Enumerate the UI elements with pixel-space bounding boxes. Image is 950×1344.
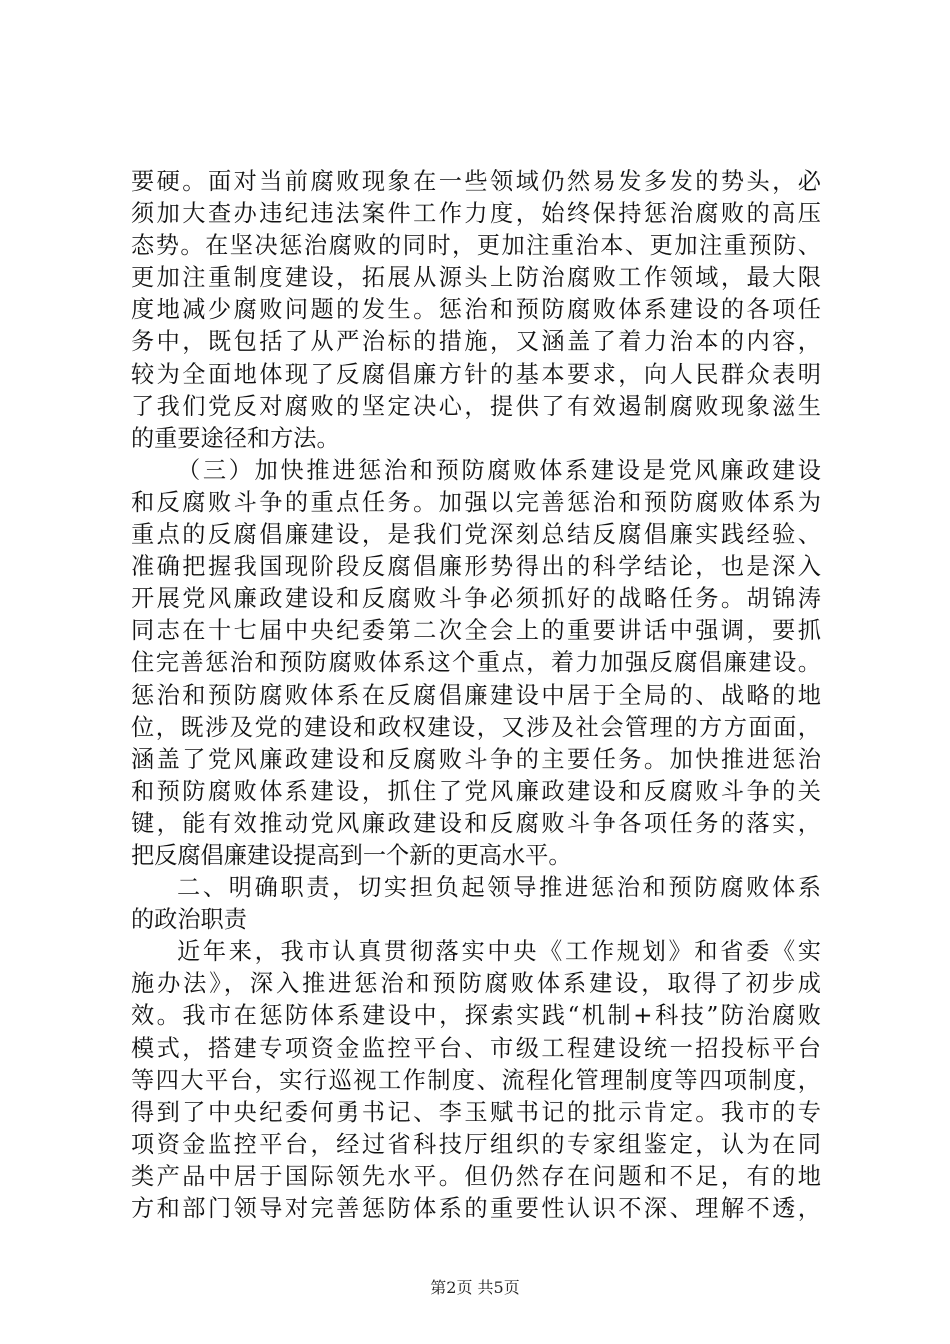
text-line: 住完善惩治和预防腐败体系这个重点，着力加强反腐倡廉建设。 xyxy=(131,649,821,677)
text-line: 惩治和预防腐败体系在反腐倡廉建设中居于全局的、战略的地 xyxy=(131,681,821,709)
text-line: 模式，搭建专项资金监控平台、市级工程建设统一招投标平台 xyxy=(131,1034,821,1062)
text-line: 效。我市在惩防体系建设中，探索实践“机制+科技”防治腐败 xyxy=(131,1002,821,1030)
text-line: 项资金监控平台，经过省科技厅组织的专家组鉴定，认为在同 xyxy=(131,1130,821,1158)
text-line: 重点的反腐倡廉建设，是我们党深刻总结反腐倡廉实践经验、 xyxy=(131,521,821,549)
text-line: （三）加快推进惩治和预防腐败体系建设是党风廉政建设 xyxy=(177,456,821,484)
text-line: 须加大查办违纪违法案件工作力度，始终保持惩治腐败的高压 xyxy=(131,200,821,228)
text-line: 键，能有效推动党风廉政建设和反腐败斗争各项任务的落实， xyxy=(131,809,821,837)
text-line: 得到了中央纪委何勇书记、李玉赋书记的批示肯定。我市的专 xyxy=(131,1098,821,1126)
text-line: 的政治职责 xyxy=(131,906,247,934)
text-line: 态势。在坚决惩治腐败的同时，更加注重治本、更加注重预防、 xyxy=(131,232,821,260)
text-line: 涵盖了党风廉政建设和反腐败斗争的主要任务。加快推进惩治 xyxy=(131,745,821,773)
text-line: 要硬。面对当前腐败现象在一些领域仍然易发多发的势头，必 xyxy=(131,168,821,195)
text-line: 的重要途径和方法。 xyxy=(131,424,340,452)
text-line: 和预防腐败体系建设，抓住了党风廉政建设和反腐败斗争的关 xyxy=(131,777,821,805)
text-line: 开展党风廉政建设和反腐败斗争必须抓好的战略任务。胡锦涛 xyxy=(131,585,821,613)
text-line: 等四大平台，实行巡视工作制度、流程化管理制度等四项制度， xyxy=(131,1066,821,1094)
page-footer: 第2页 共5页 xyxy=(430,1278,520,1297)
text-line: 务中，既包括了从严治标的措施，又涵盖了着力治本的内容， xyxy=(131,328,821,356)
text-line: 位，既涉及党的建设和政权建设，又涉及社会管理的方方面面， xyxy=(131,713,821,741)
text-line: 把反腐倡廉建设提高到一个新的更高水平。 xyxy=(131,841,572,869)
text-line: 更加注重制度建设，拓展从源头上防治腐败工作领域，最大限 xyxy=(131,264,821,292)
text-line: 二、明确职责，切实担负起领导推进惩治和预防腐败体系 xyxy=(177,874,821,902)
text-line: 同志在十七届中央纪委第二次全会上的重要讲话中强调，要抓 xyxy=(131,617,821,645)
text-line: 和反腐败斗争的重点任务。加强以完善惩治和预防腐败体系为 xyxy=(131,488,821,516)
text-line: 准确把握我国现阶段反腐倡廉形势得出的科学结论，也是深入 xyxy=(131,553,821,581)
text-line: 较为全面地体现了反腐倡廉方针的基本要求，向人民群众表明 xyxy=(131,360,821,388)
text-line: 度地减少腐败问题的发生。惩治和预防腐败体系建设的各项任 xyxy=(131,296,821,324)
text-line: 类产品中居于国际领先水平。但仍然存在问题和不足，有的地 xyxy=(131,1162,821,1190)
text-line: 了我们党反对腐败的坚定决心，提供了有效遏制腐败现象滋生 xyxy=(131,392,821,420)
text-line: 施办法》，深入推进惩治和预防腐败体系建设，取得了初步成 xyxy=(131,970,821,998)
text-line: 方和部门领导对完善惩防体系的重要性认识不深、理解不透， xyxy=(131,1195,821,1222)
text-line: 近年来，我市认真贯彻落实中央《工作规划》和省委《实 xyxy=(177,938,821,966)
body-text xyxy=(131,166,821,1225)
